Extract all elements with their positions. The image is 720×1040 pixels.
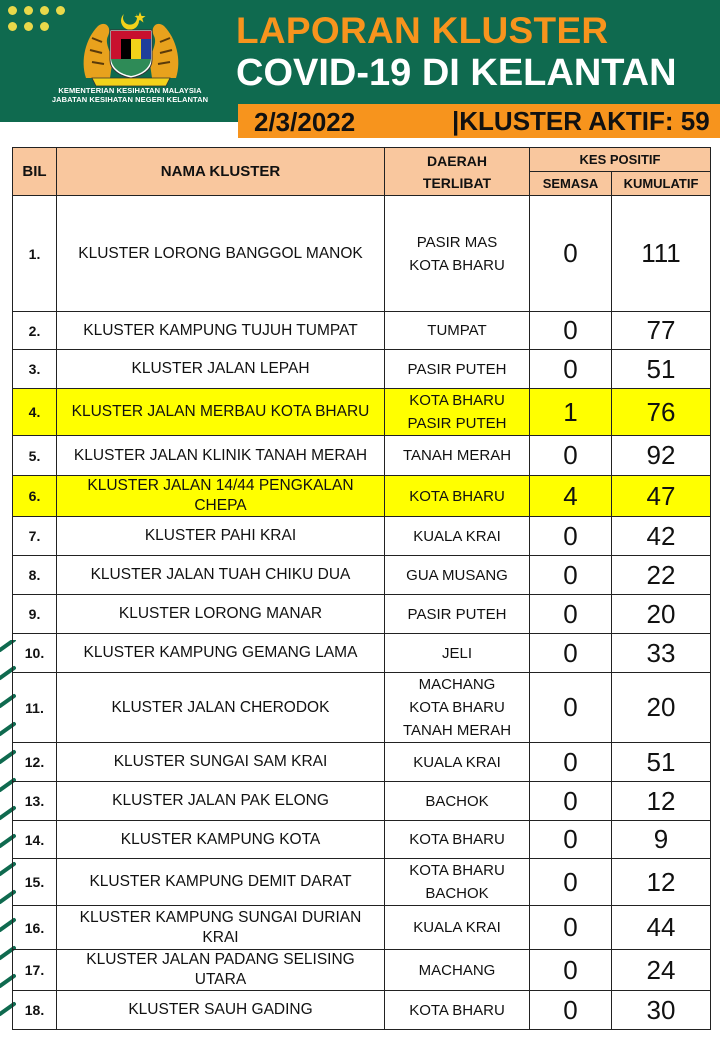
- row-number: 6.: [13, 476, 57, 517]
- table-row: [13, 350, 711, 389]
- district-name: KUALA KRAI: [413, 753, 501, 771]
- header-kes-positif: KES POSITIF: [530, 148, 711, 172]
- row-number: 7.: [13, 517, 57, 556]
- current-cases: 0: [530, 196, 612, 312]
- header-nama-kluster: NAMA KLUSTER: [57, 148, 385, 196]
- row-number: 16.: [13, 906, 57, 950]
- district-name: BACHOK: [425, 792, 489, 810]
- ministry-line-2: JABATAN KESIHATAN NEGERI KELANTAN: [51, 95, 209, 104]
- district-cell: [385, 595, 530, 634]
- district-name: PASIR PUTEH: [407, 605, 507, 623]
- date-banner: [238, 104, 720, 138]
- cluster-table: [12, 147, 711, 1030]
- table-row: [13, 906, 711, 950]
- cumulative-cases: 22: [612, 556, 711, 595]
- cluster-name: KLUSTER JALAN LEPAH: [57, 350, 385, 389]
- report-subtitle: COVID-19 DI KELANTAN: [236, 52, 677, 94]
- table-row: [13, 821, 711, 859]
- row-number: 13.: [13, 782, 57, 821]
- current-cases: 0: [530, 517, 612, 556]
- district-cell: [385, 950, 530, 991]
- cluster-name: KLUSTER JALAN PADANG SELISING UTARA: [57, 950, 385, 991]
- cluster-name: KLUSTER LORONG MANAR: [57, 595, 385, 634]
- malaysia-coat-of-arms-logo: [72, 8, 190, 88]
- current-cases: 0: [530, 743, 612, 782]
- row-number: 2.: [13, 312, 57, 350]
- district-name: PASIR PUTEH: [407, 415, 507, 432]
- district-cell: [385, 389, 530, 436]
- district-name: BACHOK: [425, 885, 489, 902]
- row-number: 15.: [13, 859, 57, 906]
- current-cases: 0: [530, 673, 612, 743]
- district-cell: [385, 991, 530, 1030]
- district-cell: [385, 673, 530, 743]
- table-row: [13, 436, 711, 476]
- header-kumulatif: KUMULATIF: [612, 172, 711, 196]
- district-name: KUALA KRAI: [413, 919, 501, 936]
- district-name: KOTA BHARU: [409, 831, 505, 848]
- district-name: KOTA BHARU: [409, 862, 505, 879]
- district-name: KUALA KRAI: [413, 527, 501, 545]
- district-name: KOTA BHARU: [409, 699, 505, 716]
- cumulative-cases: 77: [612, 312, 711, 350]
- table-row: [13, 517, 711, 556]
- district-name: PASIR MAS: [416, 233, 498, 251]
- report-title: LAPORAN KLUSTER: [236, 10, 609, 51]
- cluster-name: KLUSTER KAMPUNG KOTA: [57, 821, 385, 859]
- cluster-name: KLUSTER JALAN TUAH CHIKU DUA: [57, 556, 385, 595]
- cluster-name: KLUSTER KAMPUNG DEMIT DARAT: [57, 859, 385, 906]
- district-name: KOTA BHARU: [409, 1001, 505, 1019]
- row-number: 14.: [13, 821, 57, 859]
- table-row: [13, 743, 711, 782]
- current-cases: 0: [530, 634, 612, 673]
- cluster-name: KLUSTER PAHI KRAI: [57, 517, 385, 556]
- ministry-caption: [30, 86, 230, 104]
- row-number: 10.: [13, 634, 57, 673]
- table-row: [13, 859, 711, 906]
- district-cell: [385, 476, 530, 517]
- district-name: MACHANG: [418, 676, 496, 693]
- cumulative-cases: 42: [612, 517, 711, 556]
- current-cases: 0: [530, 859, 612, 906]
- row-number: 9.: [13, 595, 57, 634]
- table-row: [13, 196, 711, 312]
- cumulative-cases: 76: [612, 389, 711, 436]
- current-cases: 0: [530, 436, 612, 476]
- cumulative-cases: 30: [612, 991, 711, 1030]
- ministry-line-1: KEMENTERIAN KESIHATAN MALAYSIA: [58, 86, 202, 95]
- cluster-name: KLUSTER KAMPUNG TUJUH TUMPAT: [57, 312, 385, 350]
- table-row: [13, 991, 711, 1030]
- current-cases: 0: [530, 782, 612, 821]
- row-number: 11.: [13, 673, 57, 743]
- report-date: 2/3/2022: [254, 107, 356, 137]
- current-cases: 0: [530, 556, 612, 595]
- district-cell: [385, 743, 530, 782]
- cumulative-cases: 20: [612, 673, 711, 743]
- cluster-name: KLUSTER SAUH GADING: [57, 991, 385, 1030]
- table-row: [13, 950, 711, 991]
- cumulative-cases: 12: [612, 859, 711, 906]
- cluster-name: KLUSTER JALAN KLINIK TANAH MERAH: [57, 436, 385, 476]
- district-name: KOTA BHARU: [409, 487, 505, 505]
- district-cell: [385, 859, 530, 906]
- active-cluster-count: |KLUSTER AKTIF: 59: [452, 106, 710, 136]
- table-row: [13, 312, 711, 350]
- cluster-name: KLUSTER LORONG BANGGOL MANOK: [57, 196, 385, 312]
- district-name: KOTA BHARU: [409, 256, 505, 274]
- district-cell: [385, 196, 530, 312]
- cumulative-cases: 44: [612, 906, 711, 950]
- cluster-name: KLUSTER KAMPUNG SUNGAI DURIAN KRAI: [57, 906, 385, 950]
- cumulative-cases: 92: [612, 436, 711, 476]
- table-row: [13, 634, 711, 673]
- cumulative-cases: 47: [612, 476, 711, 517]
- district-name: GUA MUSANG: [406, 566, 508, 584]
- header-bil: BIL: [13, 148, 57, 196]
- table-row: [13, 389, 711, 436]
- district-cell: [385, 436, 530, 476]
- current-cases: 1: [530, 389, 612, 436]
- district-name: JELI: [441, 644, 472, 662]
- cluster-name: KLUSTER KAMPUNG GEMANG LAMA: [57, 634, 385, 673]
- current-cases: 0: [530, 821, 612, 859]
- current-cases: 0: [530, 906, 612, 950]
- table-row: [13, 673, 711, 743]
- row-number: 8.: [13, 556, 57, 595]
- district-cell: [385, 517, 530, 556]
- district-name: KOTA BHARU: [409, 392, 505, 409]
- district-name: MACHANG: [418, 961, 496, 979]
- cumulative-cases: 51: [612, 743, 711, 782]
- cumulative-cases: 111: [612, 196, 711, 312]
- table-row: [13, 556, 711, 595]
- district-cell: [385, 906, 530, 950]
- current-cases: 0: [530, 350, 612, 389]
- header-daerah-terlibat: DAERAH TERLIBAT: [385, 148, 530, 196]
- cluster-name: KLUSTER JALAN PAK ELONG: [57, 782, 385, 821]
- header-semasa: SEMASA: [530, 172, 612, 196]
- current-cases: 0: [530, 595, 612, 634]
- district-name: TANAH MERAH: [402, 447, 512, 464]
- cumulative-cases: 24: [612, 950, 711, 991]
- row-number: 18.: [13, 991, 57, 1030]
- current-cases: 0: [530, 950, 612, 991]
- district-cell: [385, 350, 530, 389]
- row-number: 17.: [13, 950, 57, 991]
- cluster-name: KLUSTER JALAN 14/44 PENGKALAN CHEPA: [57, 476, 385, 517]
- cumulative-cases: 12: [612, 782, 711, 821]
- district-name: PASIR PUTEH: [407, 360, 507, 378]
- cluster-name: KLUSTER SUNGAI SAM KRAI: [57, 743, 385, 782]
- row-number: 12.: [13, 743, 57, 782]
- cumulative-cases: 9: [612, 821, 711, 859]
- row-number: 5.: [13, 436, 57, 476]
- cumulative-cases: 51: [612, 350, 711, 389]
- cumulative-cases: 33: [612, 634, 711, 673]
- district-name: TUMPAT: [427, 322, 487, 339]
- district-name: TANAH MERAH: [402, 722, 512, 739]
- cumulative-cases: 20: [612, 595, 711, 634]
- district-cell: [385, 782, 530, 821]
- current-cases: 0: [530, 312, 612, 350]
- district-cell: [385, 556, 530, 595]
- row-number: 1.: [13, 196, 57, 312]
- cluster-name: KLUSTER JALAN MERBAU KOTA BHARU: [57, 389, 385, 436]
- district-cell: [385, 312, 530, 350]
- cluster-name: KLUSTER JALAN CHERODOK: [57, 673, 385, 743]
- table-row: [13, 476, 711, 517]
- row-number: 4.: [13, 389, 57, 436]
- district-cell: [385, 821, 530, 859]
- table-row: [13, 782, 711, 821]
- current-cases: 0: [530, 991, 612, 1030]
- table-row: [13, 595, 711, 634]
- cluster-table-body: [13, 196, 711, 1030]
- row-number: 3.: [13, 350, 57, 389]
- district-cell: [385, 634, 530, 673]
- current-cases: 4: [530, 476, 612, 517]
